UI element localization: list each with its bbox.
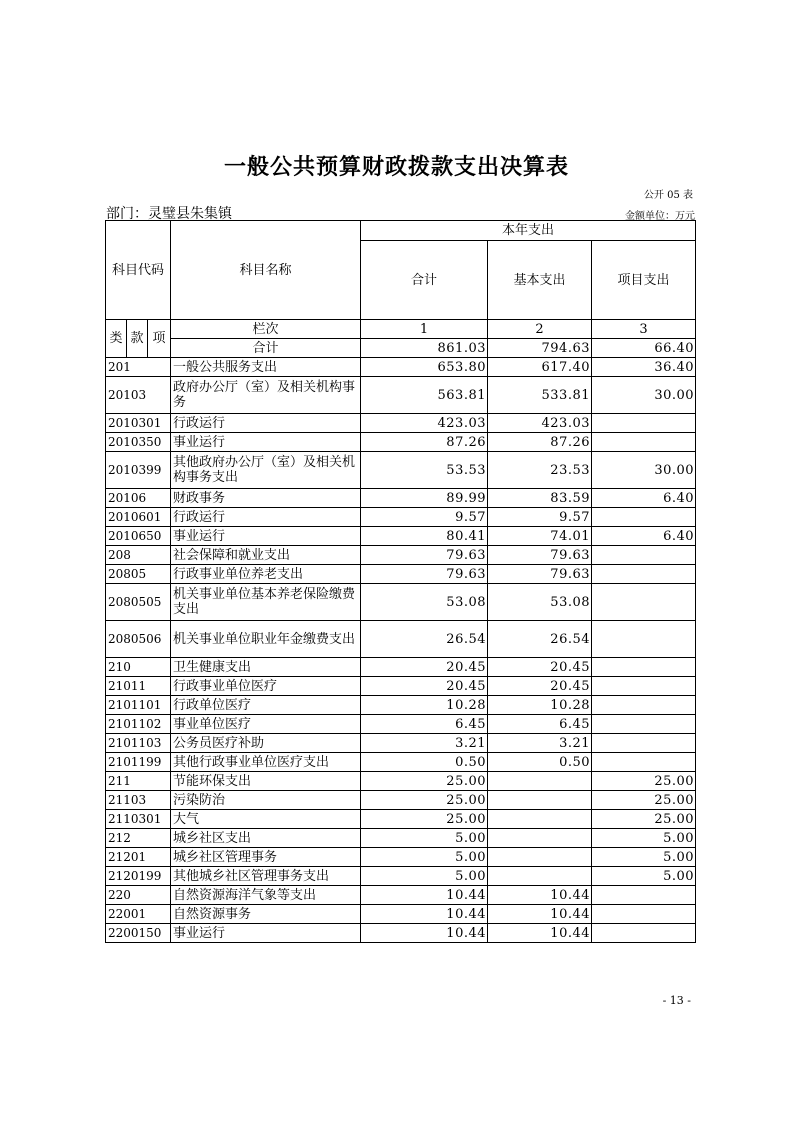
row-total: 653.80	[361, 358, 488, 377]
header-basic: 基本支出	[488, 241, 592, 320]
header-col2: 2	[488, 320, 592, 339]
row-basic: 9.57	[488, 508, 592, 527]
table-row	[106, 791, 696, 810]
row-project	[592, 546, 696, 565]
row-basic	[488, 772, 592, 791]
row-name: 污染防治	[171, 791, 361, 810]
table-row	[106, 677, 696, 696]
row-basic: 20.45	[488, 677, 592, 696]
row-total: 89.99	[361, 489, 488, 508]
row-code: 21201	[106, 848, 171, 867]
table-row	[106, 433, 696, 452]
row-project	[592, 696, 696, 715]
row-project	[592, 905, 696, 924]
row-name: 其他行政事业单位医疗支出	[171, 753, 361, 772]
page-title: 一般公共预算财政拨款支出决算表	[223, 155, 569, 180]
row-total: 10.44	[361, 886, 488, 905]
row-name: 行政运行	[171, 508, 361, 527]
row-project: 25.00	[592, 772, 696, 791]
row-name: 卫生健康支出	[171, 658, 361, 677]
header-heji: 合计	[171, 339, 361, 358]
row-total: 6.45	[361, 715, 488, 734]
row-total: 5.00	[361, 829, 488, 848]
header-kuan: 款	[127, 320, 148, 358]
row-basic: 617.40	[488, 358, 592, 377]
row-project	[592, 565, 696, 584]
row-total: 25.00	[361, 810, 488, 829]
header-total: 合计	[361, 241, 488, 320]
row-name: 自然资源海洋气象等支出	[171, 886, 361, 905]
row-code: 22001	[106, 905, 171, 924]
row-basic: 6.45	[488, 715, 592, 734]
row-basic: 79.63	[488, 565, 592, 584]
row-name: 节能环保支出	[171, 772, 361, 791]
row-basic: 23.53	[488, 452, 592, 489]
table-row	[106, 772, 696, 791]
row-code: 2010601	[106, 508, 171, 527]
row-basic	[488, 867, 592, 886]
header-lei: 类	[106, 320, 127, 358]
row-code: 20805	[106, 565, 171, 584]
row-total: 79.63	[361, 565, 488, 584]
table-row	[106, 584, 696, 621]
row-code: 210	[106, 658, 171, 677]
table-row	[106, 867, 696, 886]
table-row	[106, 696, 696, 715]
row-code: 2010350	[106, 433, 171, 452]
table-row	[106, 715, 696, 734]
row-name: 大气	[171, 810, 361, 829]
row-name: 机关事业单位职业年金缴费支出	[171, 621, 361, 658]
unit-label: 金额单位：万元	[625, 211, 695, 222]
department-label: 部门：灵璧县朱集镇	[106, 206, 232, 222]
row-basic: 3.21	[488, 734, 592, 753]
row-name: 政府办公厅（室）及相关机构事务	[171, 377, 361, 414]
row-project: 25.00	[592, 791, 696, 810]
row-code: 212	[106, 829, 171, 848]
row-total: 0.50	[361, 753, 488, 772]
row-code: 2101102	[106, 715, 171, 734]
row-name: 事业运行	[171, 527, 361, 546]
row-project	[592, 886, 696, 905]
row-name: 其他政府办公厅（室）及相关机构事务支出	[171, 452, 361, 489]
row-code: 2101101	[106, 696, 171, 715]
row-project: 36.40	[592, 358, 696, 377]
row-total: 25.00	[361, 772, 488, 791]
row-code: 2101199	[106, 753, 171, 772]
row-name: 社会保障和就业支出	[171, 546, 361, 565]
table-row	[106, 452, 696, 489]
table-row	[106, 886, 696, 905]
row-code: 208	[106, 546, 171, 565]
row-code: 2101103	[106, 734, 171, 753]
table-row	[106, 527, 696, 546]
row-name: 事业运行	[171, 433, 361, 452]
row-name: 自然资源事务	[171, 905, 361, 924]
table-row	[106, 658, 696, 677]
row-basic: 10.44	[488, 886, 592, 905]
header-code: 科目代码	[106, 221, 171, 320]
row-code: 2010650	[106, 527, 171, 546]
row-total: 79.63	[361, 546, 488, 565]
heji-total: 861.03	[361, 339, 488, 358]
table-row	[106, 905, 696, 924]
row-total: 10.44	[361, 905, 488, 924]
table-body	[106, 358, 696, 943]
row-project: 25.00	[592, 810, 696, 829]
row-code: 2080506	[106, 621, 171, 658]
row-basic: 423.03	[488, 414, 592, 433]
header-col1: 1	[361, 320, 488, 339]
row-basic: 10.44	[488, 905, 592, 924]
form-number: 公开 05 表	[643, 190, 693, 201]
row-basic: 533.81	[488, 377, 592, 414]
table-row	[106, 358, 696, 377]
row-project: 5.00	[592, 867, 696, 886]
table-row	[106, 508, 696, 527]
row-basic: 87.26	[488, 433, 592, 452]
row-name: 事业运行	[171, 924, 361, 943]
row-total: 53.08	[361, 584, 488, 621]
header-project: 项目支出	[592, 241, 696, 320]
header-lanci: 栏次	[171, 320, 361, 339]
row-name: 行政运行	[171, 414, 361, 433]
row-total: 80.41	[361, 527, 488, 546]
table-row	[106, 734, 696, 753]
row-name: 事业单位医疗	[171, 715, 361, 734]
row-total: 5.00	[361, 848, 488, 867]
table-row	[106, 753, 696, 772]
row-code: 2010399	[106, 452, 171, 489]
row-total: 25.00	[361, 791, 488, 810]
row-project	[592, 621, 696, 658]
row-project: 5.00	[592, 848, 696, 867]
row-project	[592, 414, 696, 433]
row-project	[592, 677, 696, 696]
row-basic: 20.45	[488, 658, 592, 677]
row-basic	[488, 791, 592, 810]
table-row	[106, 414, 696, 433]
row-total: 5.00	[361, 867, 488, 886]
row-code: 2080505	[106, 584, 171, 621]
row-total: 563.81	[361, 377, 488, 414]
row-total: 423.03	[361, 414, 488, 433]
row-code: 211	[106, 772, 171, 791]
row-code: 21011	[106, 677, 171, 696]
row-basic	[488, 829, 592, 848]
row-project	[592, 753, 696, 772]
row-project: 30.00	[592, 377, 696, 414]
expenditure-table	[105, 220, 696, 943]
row-basic: 74.01	[488, 527, 592, 546]
row-basic	[488, 848, 592, 867]
row-code: 2200150	[106, 924, 171, 943]
row-basic	[488, 810, 592, 829]
row-total: 20.45	[361, 677, 488, 696]
row-project	[592, 658, 696, 677]
header-name: 科目名称	[171, 221, 361, 320]
row-project: 5.00	[592, 829, 696, 848]
table-header	[106, 221, 696, 358]
row-name: 机关事业单位基本养老保险缴费支出	[171, 584, 361, 621]
row-basic: 10.44	[488, 924, 592, 943]
page-number: - 13 -	[662, 994, 691, 1007]
header-current-year: 本年支出	[361, 221, 696, 241]
header-xiang: 项	[148, 320, 171, 358]
table-row	[106, 377, 696, 414]
row-name: 城乡社区管理事务	[171, 848, 361, 867]
row-project: 30.00	[592, 452, 696, 489]
header-col3: 3	[592, 320, 696, 339]
table-row	[106, 924, 696, 943]
row-total: 53.53	[361, 452, 488, 489]
row-code: 201	[106, 358, 171, 377]
table-row	[106, 810, 696, 829]
row-code: 220	[106, 886, 171, 905]
row-total: 26.54	[361, 621, 488, 658]
row-name: 城乡社区支出	[171, 829, 361, 848]
row-total: 10.28	[361, 696, 488, 715]
row-project	[592, 734, 696, 753]
row-name: 行政事业单位养老支出	[171, 565, 361, 584]
row-project: 6.40	[592, 489, 696, 508]
table-row	[106, 848, 696, 867]
row-basic: 0.50	[488, 753, 592, 772]
row-total: 20.45	[361, 658, 488, 677]
row-basic: 79.63	[488, 546, 592, 565]
row-basic: 53.08	[488, 584, 592, 621]
row-code: 2110301	[106, 810, 171, 829]
row-basic: 26.54	[488, 621, 592, 658]
table-row	[106, 565, 696, 584]
table-row	[106, 829, 696, 848]
row-name: 行政事业单位医疗	[171, 677, 361, 696]
heji-basic: 794.63	[488, 339, 592, 358]
row-project	[592, 433, 696, 452]
table-row	[106, 621, 696, 658]
row-code: 20106	[106, 489, 171, 508]
row-total: 87.26	[361, 433, 488, 452]
row-total: 10.44	[361, 924, 488, 943]
table-row	[106, 546, 696, 565]
row-basic: 83.59	[488, 489, 592, 508]
row-name: 财政事务	[171, 489, 361, 508]
row-code: 20103	[106, 377, 171, 414]
row-code: 2120199	[106, 867, 171, 886]
row-project	[592, 924, 696, 943]
row-code: 2010301	[106, 414, 171, 433]
row-project	[592, 508, 696, 527]
table-row	[106, 489, 696, 508]
row-project: 6.40	[592, 527, 696, 546]
row-basic: 10.28	[488, 696, 592, 715]
row-project	[592, 584, 696, 621]
row-name: 公务员医疗补助	[171, 734, 361, 753]
heji-project: 66.40	[592, 339, 696, 358]
row-name: 行政单位医疗	[171, 696, 361, 715]
row-total: 3.21	[361, 734, 488, 753]
row-name: 其他城乡社区管理事务支出	[171, 867, 361, 886]
row-code: 21103	[106, 791, 171, 810]
row-project	[592, 715, 696, 734]
row-total: 9.57	[361, 508, 488, 527]
row-name: 一般公共服务支出	[171, 358, 361, 377]
